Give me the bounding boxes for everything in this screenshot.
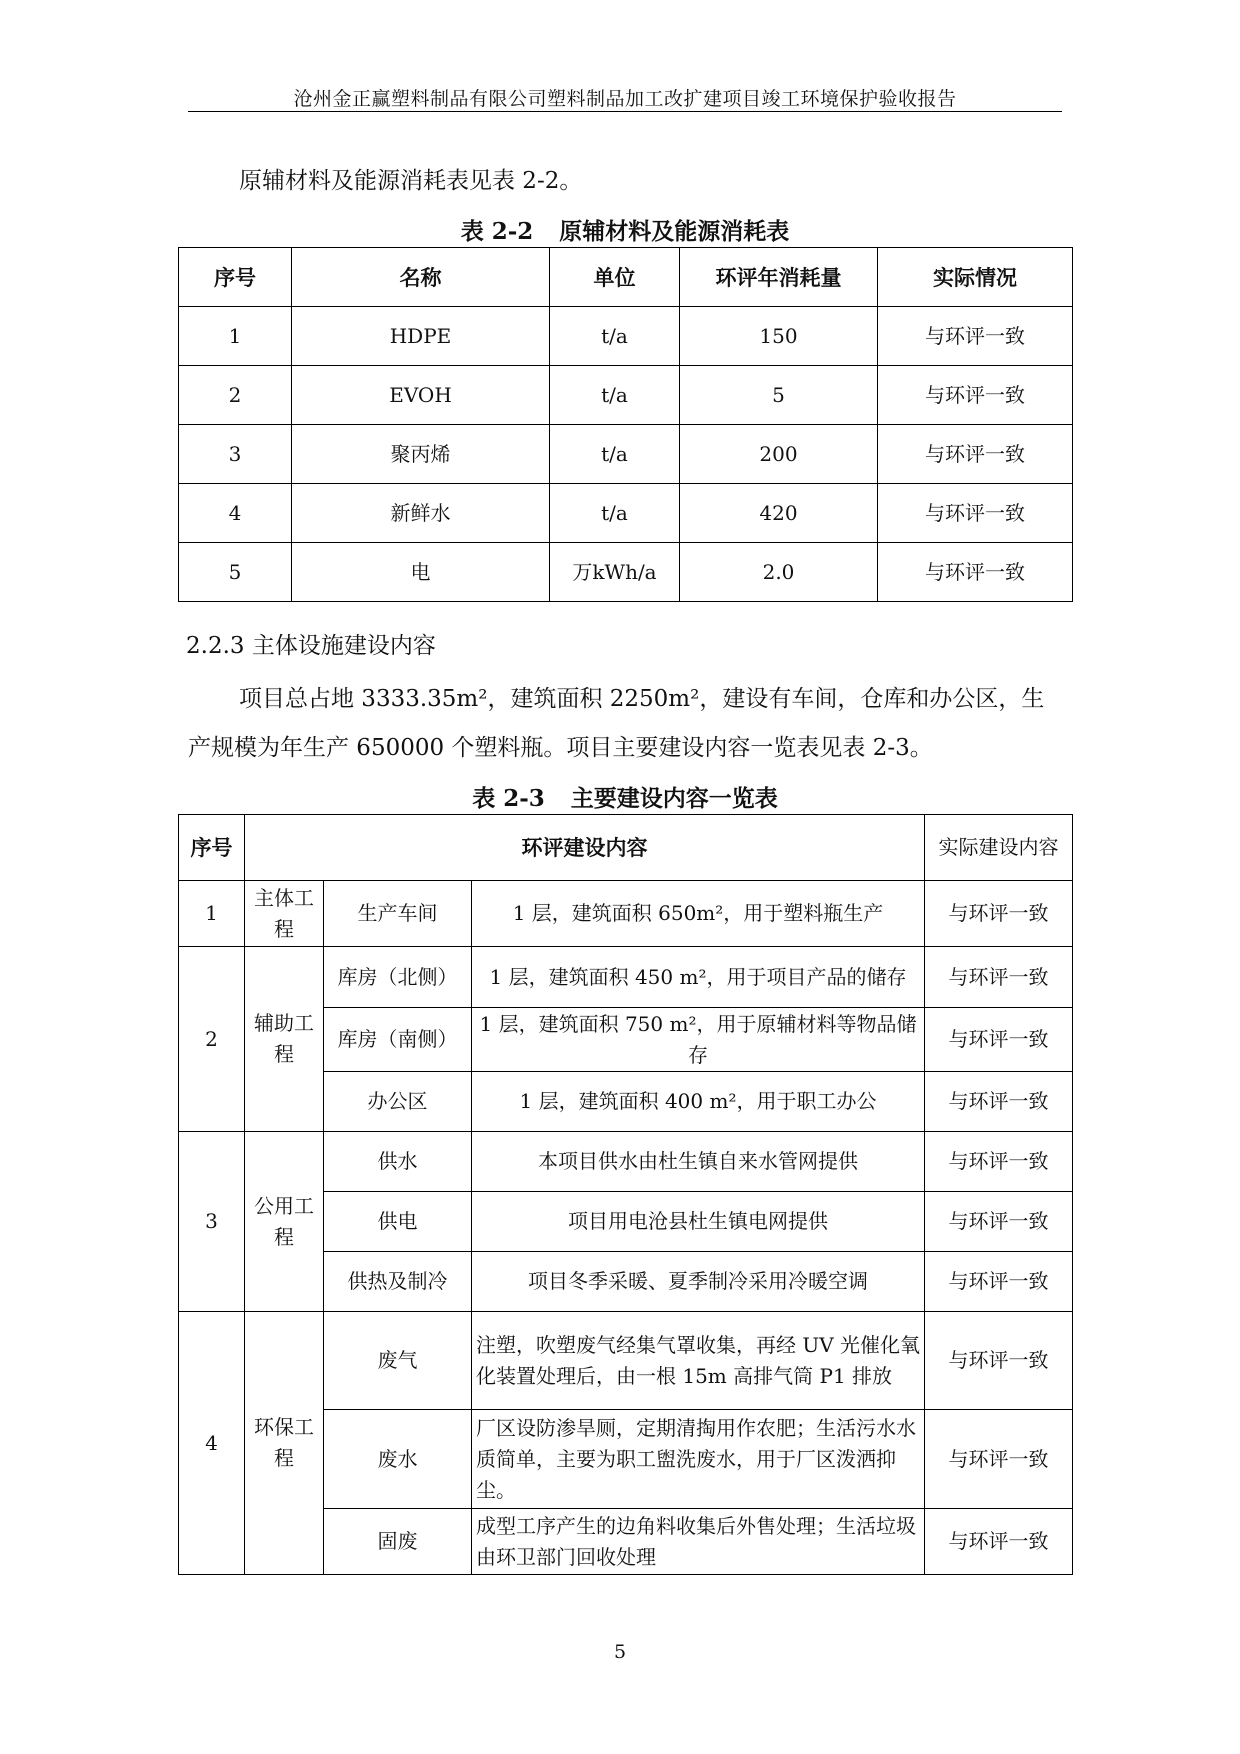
header-cell: 实际情况 — [878, 248, 1073, 307]
material-name: 聚丙烯 — [292, 425, 550, 484]
table-2-3-caption-no: 表 2-3 — [472, 785, 545, 812]
group-category: 辅助工程 — [245, 947, 324, 1132]
table-row — [179, 1132, 1073, 1192]
table-2-2-caption-no: 表 2-2 — [460, 218, 534, 245]
item-description: 厂区设防渗旱厕，定期清掏用作农肥；生活污水水质简单，主要为职工盥洗废水，用于厂区泼洒抑尘。 — [472, 1410, 925, 1509]
row-number: 5 — [179, 543, 292, 602]
item-name: 办公区 — [324, 1072, 472, 1132]
material-name: 电 — [292, 543, 550, 602]
group-number: 2 — [179, 947, 245, 1132]
annual-consumption: 420 — [680, 484, 878, 543]
actual-status: 与环评一致 — [878, 425, 1073, 484]
table-2-2-caption-title: 原辅材料及能源消耗表 — [559, 218, 790, 245]
header-cell: 名称 — [292, 248, 550, 307]
item-description: 注塑，吹塑废气经集气罩收集，再经 UV 光催化氧化装置处理后，由一根 15m 高排气筒 P1 排放 — [472, 1312, 925, 1410]
item-actual: 与环评一致 — [925, 1410, 1073, 1509]
item-description: 1 层，建筑面积 450 m²，用于项目产品的储存 — [472, 947, 925, 1008]
item-name: 废气 — [324, 1312, 472, 1410]
group-category: 主体工程 — [245, 881, 324, 947]
header-divider — [188, 111, 1062, 112]
unit: 万kWh/a — [550, 543, 680, 602]
intro-paragraph: 原辅材料及能源消耗表见表 2-2。 — [239, 168, 583, 194]
table-row — [179, 307, 1073, 366]
group-number: 4 — [179, 1312, 245, 1575]
table-row — [179, 484, 1073, 543]
header-cell: 单位 — [550, 248, 680, 307]
item-actual: 与环评一致 — [925, 881, 1073, 947]
page-number: 5 — [613, 1641, 627, 1663]
actual-status: 与环评一致 — [878, 543, 1073, 602]
item-name: 废水 — [324, 1410, 472, 1509]
item-description: 项目冬季采暖、夏季制冷采用冷暖空调 — [472, 1252, 925, 1312]
item-actual: 与环评一致 — [925, 1252, 1073, 1312]
row-number: 3 — [179, 425, 292, 484]
item-description: 1 层，建筑面积 400 m²，用于职工办公 — [472, 1072, 925, 1132]
row-number: 4 — [179, 484, 292, 543]
item-name: 库房（南侧） — [324, 1008, 472, 1072]
header-no: 序号 — [179, 815, 245, 881]
annual-consumption: 150 — [680, 307, 878, 366]
row-number: 1 — [179, 307, 292, 366]
table-row — [179, 1312, 1073, 1410]
table-2-2 — [178, 247, 1073, 602]
item-actual: 与环评一致 — [925, 1312, 1073, 1410]
table-row — [179, 543, 1073, 602]
row-number: 2 — [179, 366, 292, 425]
header-actual: 实际建设内容 — [925, 815, 1073, 881]
actual-status: 与环评一致 — [878, 484, 1073, 543]
annual-consumption: 2.0 — [680, 543, 878, 602]
unit: t/a — [550, 366, 680, 425]
table-header-row — [179, 815, 1073, 881]
item-name: 供电 — [324, 1192, 472, 1252]
unit: t/a — [550, 425, 680, 484]
item-actual: 与环评一致 — [925, 1132, 1073, 1192]
item-name: 固废 — [324, 1509, 472, 1575]
item-actual: 与环评一致 — [925, 1072, 1073, 1132]
item-name: 供热及制冷 — [324, 1252, 472, 1312]
item-description: 本项目供水由杜生镇自来水管网提供 — [472, 1132, 925, 1192]
body-paragraph-line-2: 产规模为年生产 650000 个塑料瓶。项目主要建设内容一览表见表 2-3。 — [188, 735, 933, 761]
table-2-3 — [178, 814, 1073, 1575]
actual-status: 与环评一致 — [878, 366, 1073, 425]
group-category: 公用工程 — [245, 1132, 324, 1312]
item-name: 生产车间 — [324, 881, 472, 947]
header-content: 环评建设内容 — [245, 815, 925, 881]
item-description: 项目用电沧县杜生镇电网提供 — [472, 1192, 925, 1252]
table-2-2-caption — [178, 213, 1072, 246]
header-cell: 环评年消耗量 — [680, 248, 878, 307]
table-2-3-caption-title: 主要建设内容一览表 — [570, 785, 778, 812]
item-description: 成型工序产生的边角料收集后外售处理；生活垃圾由环卫部门回收处理 — [472, 1509, 925, 1575]
header-cell: 序号 — [179, 248, 292, 307]
material-name: 新鲜水 — [292, 484, 550, 543]
group-number: 1 — [179, 881, 245, 947]
unit: t/a — [550, 484, 680, 543]
item-actual: 与环评一致 — [925, 1008, 1073, 1072]
section-heading: 2.2.3 主体设施建设内容 — [186, 633, 436, 659]
item-actual: 与环评一致 — [925, 1509, 1073, 1575]
page-header: 沧州金正赢塑料制品有限公司塑料制品加工改扩建项目竣工环境保护验收报告 — [293, 88, 957, 110]
item-actual: 与环评一致 — [925, 947, 1073, 1008]
item-name: 供水 — [324, 1132, 472, 1192]
group-number: 3 — [179, 1132, 245, 1312]
table-2-3-caption — [178, 780, 1072, 813]
item-name: 库房（北侧） — [324, 947, 472, 1008]
material-name: HDPE — [292, 307, 550, 366]
table-row — [179, 947, 1073, 1008]
table-row — [179, 425, 1073, 484]
table-row — [179, 881, 1073, 947]
material-name: EVOH — [292, 366, 550, 425]
group-category: 环保工程 — [245, 1312, 324, 1575]
item-actual: 与环评一致 — [925, 1192, 1073, 1252]
annual-consumption: 200 — [680, 425, 878, 484]
unit: t/a — [550, 307, 680, 366]
item-description: 1 层，建筑面积 650m²，用于塑料瓶生产 — [472, 881, 925, 947]
item-description: 1 层，建筑面积 750 m²，用于原辅材料等物品储存 — [472, 1008, 925, 1072]
actual-status: 与环评一致 — [878, 307, 1073, 366]
annual-consumption: 5 — [680, 366, 878, 425]
table-header-row — [179, 248, 1073, 307]
table-row — [179, 366, 1073, 425]
body-paragraph-line-1: 项目总占地 3333.35m²，建筑面积 2250m²，建设有车间，仓库和办公区，生 — [239, 686, 1045, 712]
